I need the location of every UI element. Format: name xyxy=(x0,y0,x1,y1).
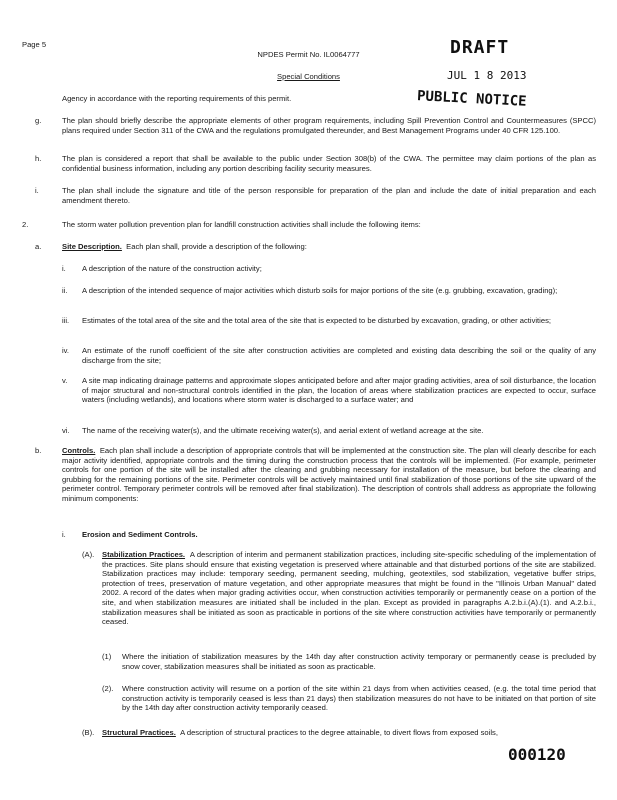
item-g-text: The plan should briefly describe the appropriate elements of other program requirements, including Spill Prevention Control and Countermeasures (SPCC) plans required under Section 311 of the CWA and the regulations promulgated thereunder, and Best Management Programs under 40 CFR 125.100. xyxy=(62,116,596,135)
item-A-text: A description of interim and permanent stabilization practices, including site-specific scheduling of the implementation of the practices. Site plans should ensure that existing vegetation is preserved where attainable and that disturbed portions of the site are stabilized. Stabilization practices may include: temporary seeding, permanent seeding, mulching, geotextiles, sod stabilization, vegetative buffer strips, protection of trees, preservation of mature vegetation, and other appropriate measures that might be found in the "Illinois Urban Manual" dated 2002. A record of the dates when major grading activities occur, when construction activities temporarily or permanently cease on a portion of the site, and when stabilization measures are initiated shall be included in the plan. Except as provided in paragraphs A.2.b.i.(A).(1). and A.2.b.i., stabilization measures shall be initiated as soon as practicable in portions of the site where construction activities have temporarily or permanently ceased. xyxy=(102,550,596,627)
item-b-label: b. xyxy=(35,446,42,455)
item-A1-text: Where the initiation of stabilization measures by the 14th day after construction activity temporary or permanently cease is precluded by snow cover, stabilization measures shall be initiated as soon as practicable. xyxy=(122,652,596,671)
item-a-v-label: v. xyxy=(62,376,68,385)
public-notice-stamp: PUBLIC NOTICE xyxy=(416,88,527,110)
item-A1-label: (1) xyxy=(102,652,112,661)
item-a-ii-text: A description of the intended sequence of major activities which disturb soils for major portions of the site (e.g. grubbing, excavation, grading); xyxy=(82,286,558,295)
item-B-label: (B). xyxy=(82,728,95,737)
item-A-title: Stabilization Practices. xyxy=(102,550,186,559)
item-B-title: Structural Practices. xyxy=(102,728,176,737)
item-b-i-title: Erosion and Sediment Controls. xyxy=(82,530,198,539)
item-b-i-label: i. xyxy=(62,530,66,539)
item-A2-label: (2). xyxy=(102,684,114,693)
bates-number: 000120 xyxy=(508,745,566,764)
section-title: Special Conditions xyxy=(277,72,340,81)
item-2-label: 2. xyxy=(22,220,29,229)
item-a-heading xyxy=(62,242,596,252)
item-2-text: The storm water pollution prevention plan for landfill construction activities shall include the following items: xyxy=(62,220,421,229)
intro-text: Agency in accordance with the reporting requirements of this permit. xyxy=(62,94,292,103)
item-a-text: Each plan shall, provide a description of the following: xyxy=(126,242,307,251)
item-B-text: A description of structural practices to the degree attainable, to divert flows from exposed soils, xyxy=(180,728,498,737)
item-a-label: a. xyxy=(35,242,42,251)
item-a-i-text: A description of the nature of the construction activity; xyxy=(82,264,262,273)
item-a-vi-text: The name of the receiving water(s), and the ultimate receiving water(s), and aerial extent of wetland acreage at the site. xyxy=(82,426,484,435)
item-A-body xyxy=(102,550,596,627)
item-a-vi-label: vi. xyxy=(62,426,70,435)
draft-stamp: DRAFT xyxy=(450,37,510,58)
item-A2-text: Where construction activity will resume on a portion of the site within 21 days from when activities ceased, (e.g. the total time period that construction activity is temporarily ceased is less than 21 days) then stabilization measures do not have to be initiated on that portion of site by the 14th day after construction activity temporarily ceased. xyxy=(122,684,596,713)
item-a-i-label: i. xyxy=(62,264,66,273)
permit-number: NPDES Permit No. IL0064777 xyxy=(257,50,360,59)
item-b-body xyxy=(62,446,596,504)
item-g-label: g. xyxy=(35,116,42,125)
item-b-text: Each plan shall include a description of appropriate controls that will be implemented at the construction site. The plan will clearly describe for each major activity identified, appropriate controls and the timing during the construction process that the controls will be implemented. (For example, perimeter controls for one portion of the site will be installed after the clearing and grubbing necessary for installation of the measure, but before the clearing and grubbing for the remaining portions of the site. Perimeter controls will be actively maintained until final stabilization of those portions of the site upward of the perimeter control. Temporary perimeter controls will be removed after final stabilization). The description of controls shall address as appropriate the following minimum components: xyxy=(62,446,596,503)
item-A-label: (A). xyxy=(82,550,95,559)
item-a-iv-text: An estimate of the runoff coefficient of the site after construction activities are completed and existing data describing the soil or the quality of any discharge from the site; xyxy=(82,346,596,365)
item-B-body xyxy=(102,728,596,738)
item-i-label: i. xyxy=(35,186,39,195)
item-a-iv-label: iv. xyxy=(62,346,70,355)
date-stamp: JUL 1 8 2013 xyxy=(447,69,527,82)
item-a-v-text: A site map indicating drainage patterns and approximate slopes anticipated before and after major grading activities, area of soil disturbance, the location of major structural and non-structural controls identified in the plan, the location of areas where stabilization practices are expected to occur, surface waters (including wetlands), and locations where storm water is discharged to a surface water; and xyxy=(82,376,596,405)
item-i-text: The plan shall include the signature and title of the person responsible for preparation of the plan and include the date of initial preparation and each amendment thereto. xyxy=(62,186,596,205)
item-a-ii-label: ii. xyxy=(62,286,68,295)
item-b-title: Controls. xyxy=(62,446,96,455)
item-a-title: Site Description. xyxy=(62,242,122,251)
item-a-iii-text: Estimates of the total area of the site and the total area of the site that is expected to be disturbed by excavation, grading, or other activities; xyxy=(82,316,551,325)
item-h-text: The plan is considered a report that shall be available to the public under Section 308(b) of the CWA. The permittee may claim portions of the plan as confidential business information, including any portion describing facility security measures. xyxy=(62,154,596,173)
page-number: Page 5 xyxy=(22,40,47,49)
item-a-iii-label: iii. xyxy=(62,316,70,325)
item-h-label: h. xyxy=(35,154,42,163)
